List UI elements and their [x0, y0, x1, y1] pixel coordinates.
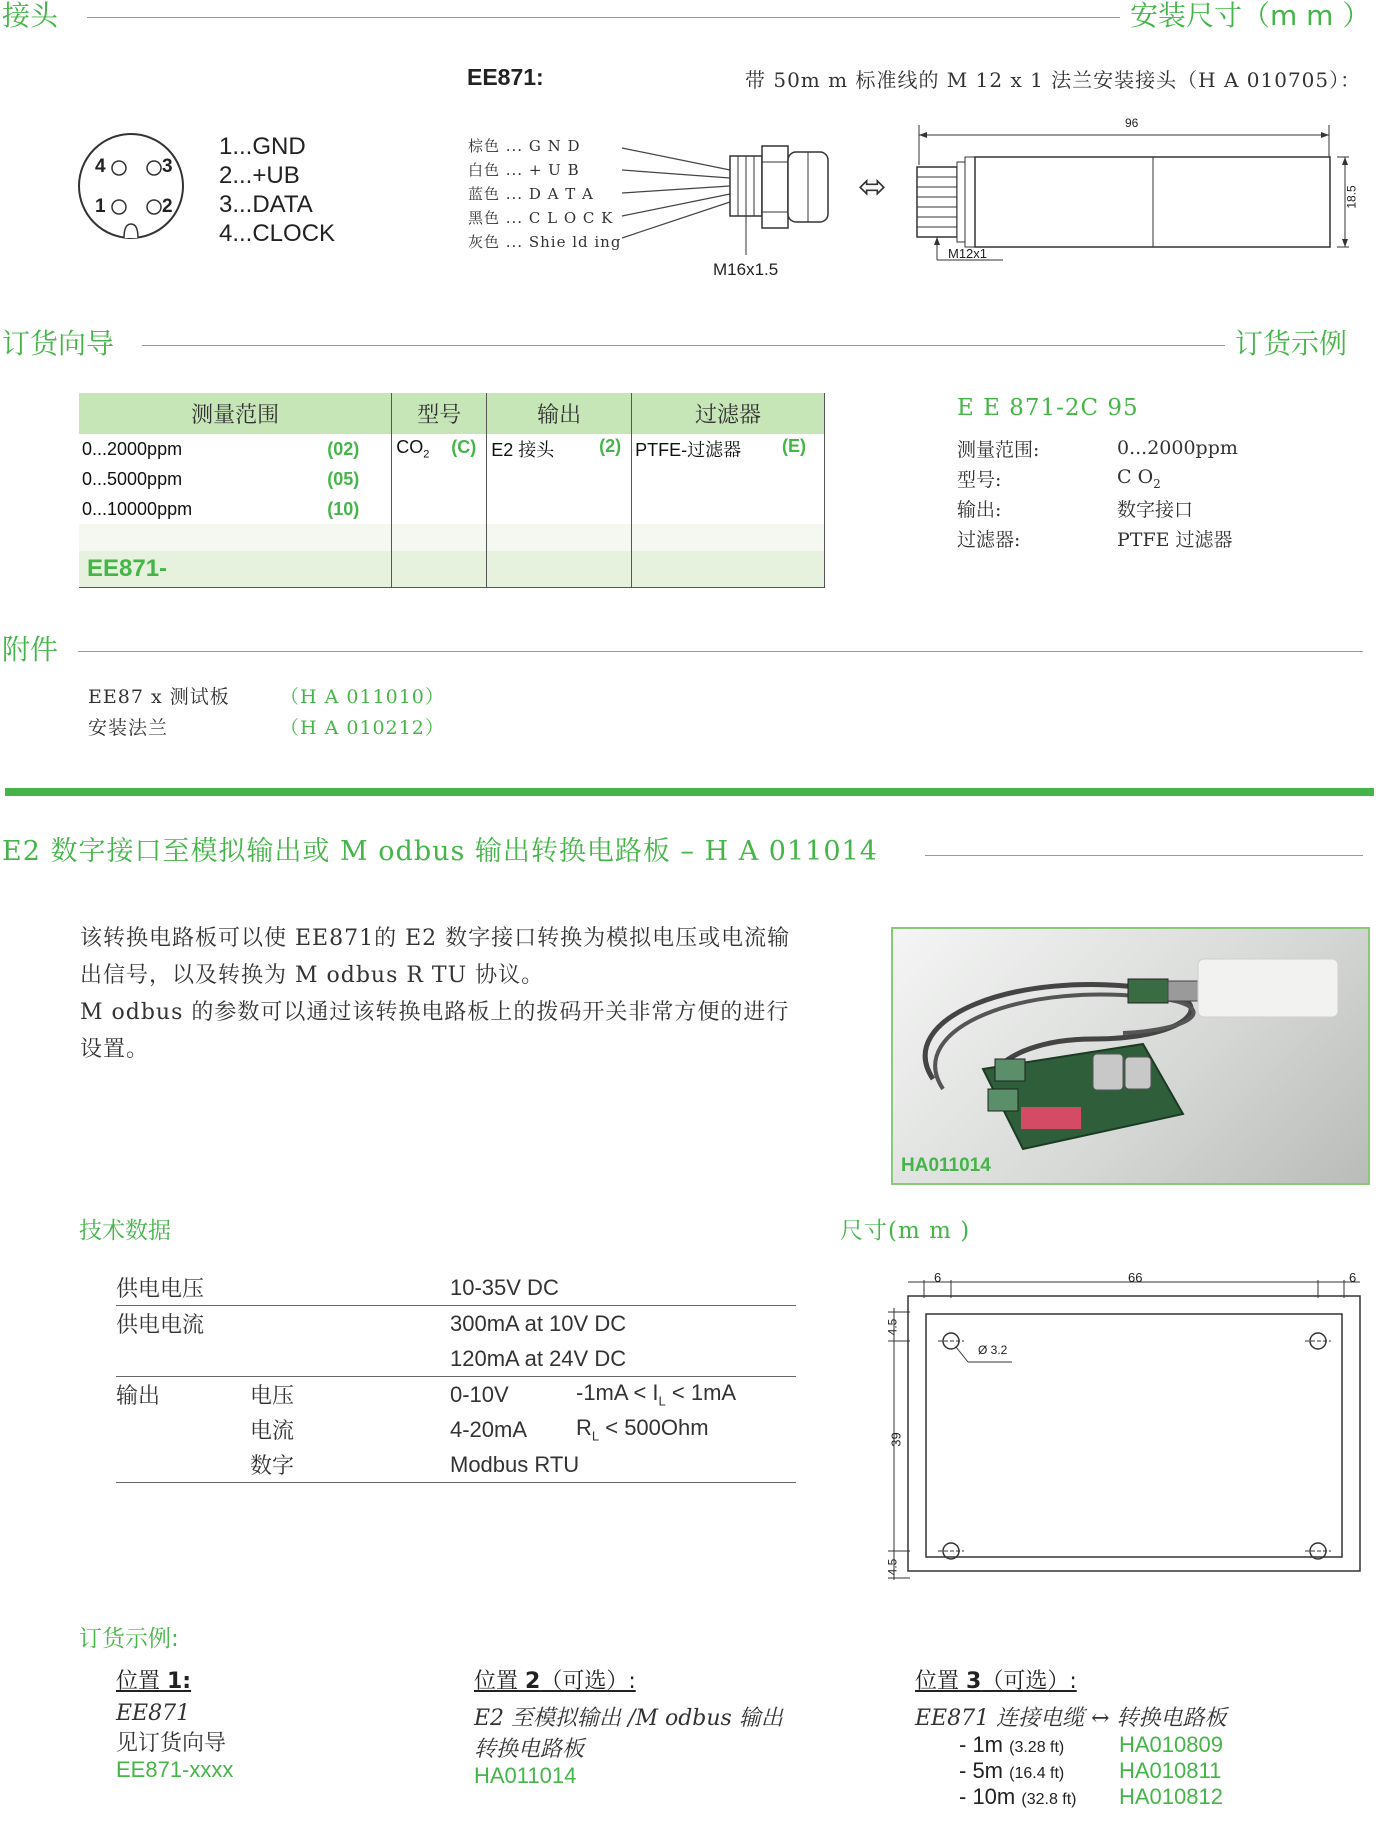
- accessory-code: （H A 010212）: [280, 717, 445, 739]
- wire-label: 蓝色 ... D A T A: [468, 185, 594, 203]
- table-row: [116, 1412, 796, 1447]
- converter-description: [80, 920, 860, 1068]
- dim-height-mid: 39: [888, 1432, 904, 1447]
- accessory-name: EE87 x 测试板: [88, 686, 230, 708]
- order-example-title: 订货示例:: [79, 1626, 179, 1652]
- pin-number: 1: [95, 196, 106, 217]
- cable-option: - 1m (3.28 ft) HA010809: [959, 1732, 1223, 1757]
- accessories-title: 附件: [2, 633, 59, 666]
- tech-value: Modbus RTU: [450, 1451, 580, 1477]
- example-value: C $O_2$: [1117, 465, 1161, 491]
- position-line: EE871: [116, 1701, 191, 1726]
- tech-value: 0-10V: [450, 1381, 509, 1407]
- hole-diameter-label: Ø 3.2: [978, 1343, 1008, 1357]
- ordering-example-title: 订货示例: [1235, 327, 1348, 360]
- section-rule: [925, 855, 1363, 856]
- cable-option: - 10m (32.8 ft) HA010812: [959, 1784, 1223, 1809]
- table-row: [116, 1341, 796, 1377]
- table-row: [79, 524, 825, 551]
- header-output: 输出: [487, 393, 632, 434]
- tech-label: 输出: [116, 1384, 161, 1409]
- model-code: (C): [451, 437, 477, 458]
- tech-data-title: 技术数据: [79, 1218, 171, 1244]
- accessory-code: （H A 011010）: [280, 686, 445, 708]
- position-2: [474, 1664, 783, 1789]
- section-rule: [87, 17, 1120, 18]
- wire-label: 棕色 ... G N D: [468, 137, 581, 155]
- mount-dimensions-title: 安装尺寸（m m ）: [1130, 0, 1371, 32]
- pin-number: 4: [95, 156, 106, 177]
- range-label: 0...5000ppm: [82, 468, 183, 489]
- table-row: [79, 494, 825, 524]
- description-line: 出信号，以及转换为 M odbus R TU 协议。: [80, 963, 545, 988]
- tech-value: 120mA at 24V DC: [450, 1345, 627, 1371]
- filter-code: (E): [782, 436, 806, 456]
- dimension-diameter-label: 18.5: [1344, 185, 1359, 209]
- example-value: 0...2000ppm: [1117, 437, 1238, 459]
- tech-sublabel: 电流: [250, 1419, 295, 1444]
- accessory-name: 安装法兰: [88, 717, 169, 739]
- pin-label: 2...+UB: [219, 162, 300, 189]
- ordering-table: [79, 393, 825, 588]
- thread-label-probe: M12x1: [948, 246, 988, 261]
- example-value: PTFE 过滤器: [1117, 528, 1233, 551]
- example-details: [957, 433, 1238, 553]
- pin-list: [219, 132, 335, 248]
- cable-code: HA010809: [1119, 1732, 1223, 1757]
- table-row: [116, 1270, 796, 1306]
- model-label: EE871:: [467, 64, 544, 90]
- tech-extra: $-1mA < I_L < 1mA$: [576, 1380, 737, 1409]
- range-label: 0...10000ppm: [82, 498, 193, 519]
- dim-height-top: 4.5: [885, 1318, 900, 1336]
- description-line: 设置。: [80, 1037, 150, 1062]
- product-photo: [891, 927, 1370, 1185]
- wire-label: 黑色 ... C L O C K: [468, 209, 614, 227]
- pin-number: 2: [162, 196, 173, 217]
- example-code: E E 871-2C 95: [957, 395, 1139, 421]
- example-key: 输出:: [957, 498, 1002, 521]
- tech-value: 300mA at 10V DC: [450, 1310, 627, 1336]
- pin-label: 3...DATA: [219, 191, 313, 218]
- dim-width-mid: 66: [1128, 1270, 1143, 1285]
- position-heading: 位置 3（可选）:: [915, 1669, 1077, 1694]
- accessories-list: [88, 680, 445, 742]
- range-code: (10): [327, 498, 360, 519]
- output-label: E2 接头: [491, 440, 555, 460]
- model-label: $CO_2$: [396, 437, 430, 461]
- order-prefix: EE871-: [87, 555, 168, 582]
- position-line: 见订货向导: [116, 1731, 227, 1756]
- tech-data-table: [116, 1270, 796, 1483]
- position-heading: 位置 2（可选）:: [474, 1669, 636, 1694]
- example-key: 型号:: [957, 468, 1002, 491]
- cable-connector-drawing: [620, 110, 870, 270]
- table-row: [116, 1447, 796, 1483]
- circuit-board-image: [893, 929, 1368, 1183]
- connector-title: 接头: [2, 0, 59, 32]
- position-3: [915, 1664, 1227, 1810]
- section-rule: [78, 651, 1363, 652]
- cable-code: HA010811: [1119, 1758, 1222, 1783]
- tech-value: 10-35V DC: [450, 1274, 559, 1300]
- dim-height-bottom: 4.5: [885, 1558, 900, 1576]
- wire-label: 灰色 ... Shie ld ing: [468, 233, 622, 251]
- thread-label: M16x1.5: [713, 260, 779, 279]
- header-range: 测量范围: [79, 393, 392, 434]
- filter-label: PTFE-过滤器: [635, 440, 742, 460]
- wire-label: 白色 ... + U B: [468, 161, 580, 179]
- example-key: 测量范围:: [957, 438, 1040, 461]
- tech-sublabel: 电压: [250, 1384, 295, 1409]
- position-line: EE871 连接电缆 ↔ 转换电路板: [915, 1706, 1227, 1731]
- dimensions-title: 尺寸(m m ): [840, 1218, 971, 1244]
- example-key: 过滤器:: [957, 528, 1021, 551]
- header-model: 型号: [392, 393, 487, 434]
- tech-extra: $R_L < 500Ohm$: [576, 1415, 709, 1444]
- example-value: 数字接口: [1117, 498, 1194, 521]
- range-code: (02): [327, 438, 360, 459]
- photo-caption: HA011014: [901, 1155, 991, 1176]
- tech-value: 4-20mA: [450, 1416, 528, 1442]
- table-row: [116, 1306, 796, 1342]
- mount-description: 带 50m m 标准线的 M 12 x 1 法兰安装接头（H A 010705）：: [745, 68, 1362, 92]
- cable-option: - 5m (16.4 ft) HA010811: [959, 1758, 1222, 1783]
- connector-pin-diagram: [76, 128, 186, 248]
- position-code: EE871-xxxx: [116, 1757, 234, 1782]
- ordering-guide-title: 订货向导: [2, 327, 115, 360]
- range-code: (05): [327, 468, 360, 489]
- pin-label: 1...GND: [219, 133, 306, 160]
- position-line: E2 至模拟输出 /M odbus 输出: [474, 1706, 783, 1731]
- table-row: [79, 551, 825, 588]
- wire-color-list: [468, 134, 621, 254]
- green-divider-bar: [5, 788, 1374, 796]
- tech-label: 供电电流: [116, 1313, 205, 1338]
- description-line: 该转换电路板可以使 EE871的 E2 数字接口转换为模拟电压或电流输: [80, 926, 791, 951]
- tech-sublabel: 数字: [250, 1454, 295, 1479]
- position-line: 转换电路板: [474, 1737, 585, 1762]
- position-1: [116, 1664, 233, 1783]
- section-rule: [142, 345, 1225, 346]
- double-arrow-icon: ⬄: [858, 167, 887, 207]
- table-row: [79, 434, 825, 464]
- pin-number: 3: [162, 156, 173, 177]
- header-filter: 过滤器: [632, 393, 825, 434]
- board-dimension-drawing: [880, 1268, 1370, 1588]
- dim-width-left: 6: [934, 1270, 942, 1285]
- pin-label: 4...CLOCK: [219, 220, 336, 247]
- table-header-row: [79, 393, 825, 434]
- cable-code: HA010812: [1119, 1784, 1223, 1809]
- description-line: M odbus 的参数可以通过该转换电路板上的拨码开关非常方便的进行: [80, 1000, 790, 1025]
- range-label: 0...2000ppm: [82, 438, 183, 459]
- table-row: [79, 464, 825, 494]
- dimension-length-label: 96: [1125, 116, 1139, 130]
- converter-title: E2 数字接口至模拟输出或 M odbus 输出转换电路板 – H A 011014: [2, 836, 878, 867]
- position-heading: 位置 1:: [116, 1669, 192, 1694]
- output-code: (2): [599, 436, 622, 456]
- dim-width-right: 6: [1349, 1270, 1357, 1285]
- position-code: HA011014: [474, 1763, 577, 1788]
- table-row: [116, 1377, 796, 1413]
- tech-label: 供电电压: [116, 1277, 205, 1302]
